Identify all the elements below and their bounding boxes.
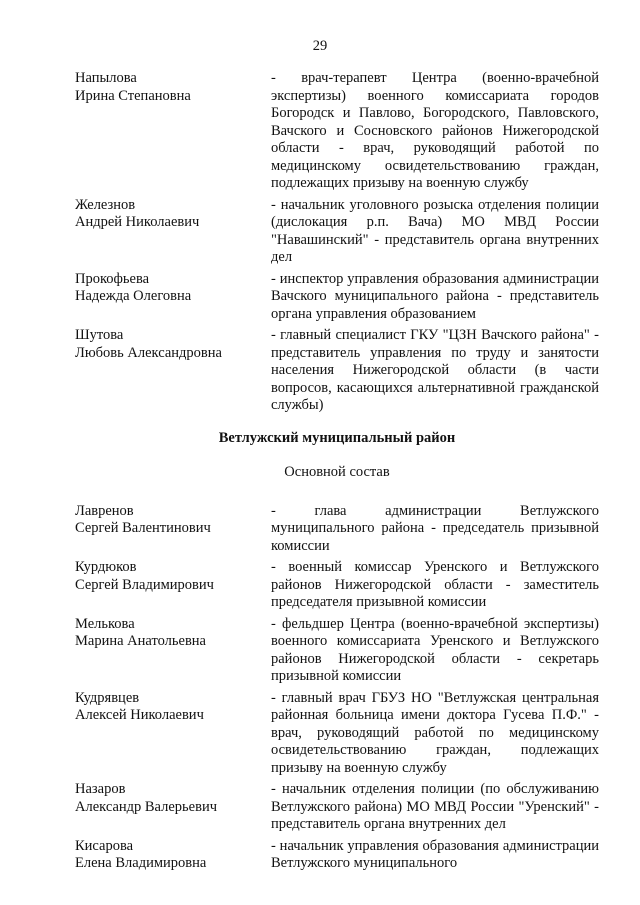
member-name [75,559,271,612]
member-given-names: Андрей Николаевич [75,214,200,230]
member-entry [75,559,599,612]
member-given-names: Ирина Степановна [75,87,191,104]
member-role: - глава администрации Ветлужского муниципального района - председатель призывной комиссии [271,502,599,554]
member-given-names: Сергей Валентинович [75,520,211,536]
member-name [75,616,271,686]
member-entry [75,838,599,873]
member-role: - начальник отделения полиции (по обслуживанию Ветлужского района) МО МВД России "Уренский" - представитель органа внутренних дел [271,781,599,832]
member-role: - главный специалист ГКУ "ЦЗН Вачского района" - представитель управления по труду и занятости населения Нижегородской области (в части вопросов, касающихся альтернативной гражданской службы) [271,327,599,413]
member-name [75,70,271,193]
member-surname: Курдюков [75,559,137,575]
commission-list-vacha [75,70,599,415]
member-role: - фельдшер Центра (военно-врачебной экспертизы) военного комиссариата Уренского и Ветлужского районов Нижегородской области - секретарь призывной комиссии [271,615,599,684]
member-surname: Железнов [75,196,136,213]
member-given-names: Сергей Владимирович [75,576,214,593]
member-given-names: Елена Владимировна [75,855,207,871]
member-entry [75,503,599,556]
member-surname: Напылова [75,70,137,86]
member-given-names: Надежда Олеговна [75,288,192,304]
member-given-names: Алексей Николаевич [75,707,204,723]
member-surname: Мелькова [75,615,135,632]
document-body [75,70,599,877]
member-entry [75,616,599,686]
member-surname: Кисарова [75,837,134,854]
member-name [75,690,271,778]
member-given-names: Марина Анатольевна [75,633,206,649]
member-role: - главный врач ГБУЗ НО "Ветлужская центральная районная больница имени доктора Гусева П.Ф." - врач, руководящий работой по медицинскому освидетельствованию граждан, подлежащих призыву на военную службу [271,689,599,776]
member-role: - начальник управления образования администрации Ветлужского муниципального [271,837,599,871]
member-role: - врач-терапевт Центра (военно-врачебной экспертизы) военного комиссариата городов Богородск и Павлово, Богородского, Павловского, Вачского и Сосновского районов Нижегородской области - врач, руководящий работой по медицинскому освидетельствованию граждан, подлежащих призыву на военную службу [271,70,599,191]
member-surname: Назаров [75,781,126,797]
member-name [75,327,271,415]
page-number: 29 [312,38,328,54]
member-given-names: Александр Валерьевич [75,798,217,815]
member-name [75,781,271,834]
subsection-title: Основной состав [284,463,390,480]
member-entry [75,70,599,193]
member-name [75,197,271,267]
member-surname: Лавренов [75,502,134,519]
member-role: - военный комиссар Уренского и Ветлужского районов Нижегородской области - заместитель председателя призывной комиссии [271,559,599,610]
member-name [75,838,271,873]
member-entry [75,690,599,778]
member-role: - начальник уголовного розыска отделения полиции (дислокация р.п. Вача) МО МВД России "Навашинский" - представитель органа внутренних дел [271,196,599,265]
member-entry [75,197,599,267]
member-surname: Кудрявцев [75,689,140,706]
member-entry [75,781,599,834]
member-name [75,503,271,556]
member-surname: Прокофьева [75,270,150,287]
member-name [75,271,271,324]
commission-list-vetluga [75,503,599,873]
member-given-names: Любовь Александровна [75,344,222,361]
member-entry [75,271,599,324]
member-entry [75,327,599,415]
section-title: Ветлужский муниципальный район [218,429,456,446]
member-surname: Шутова [75,327,124,343]
member-role: - инспектор управления образования администрации Вачского муниципального района - представитель органа управления образованием [271,270,599,322]
